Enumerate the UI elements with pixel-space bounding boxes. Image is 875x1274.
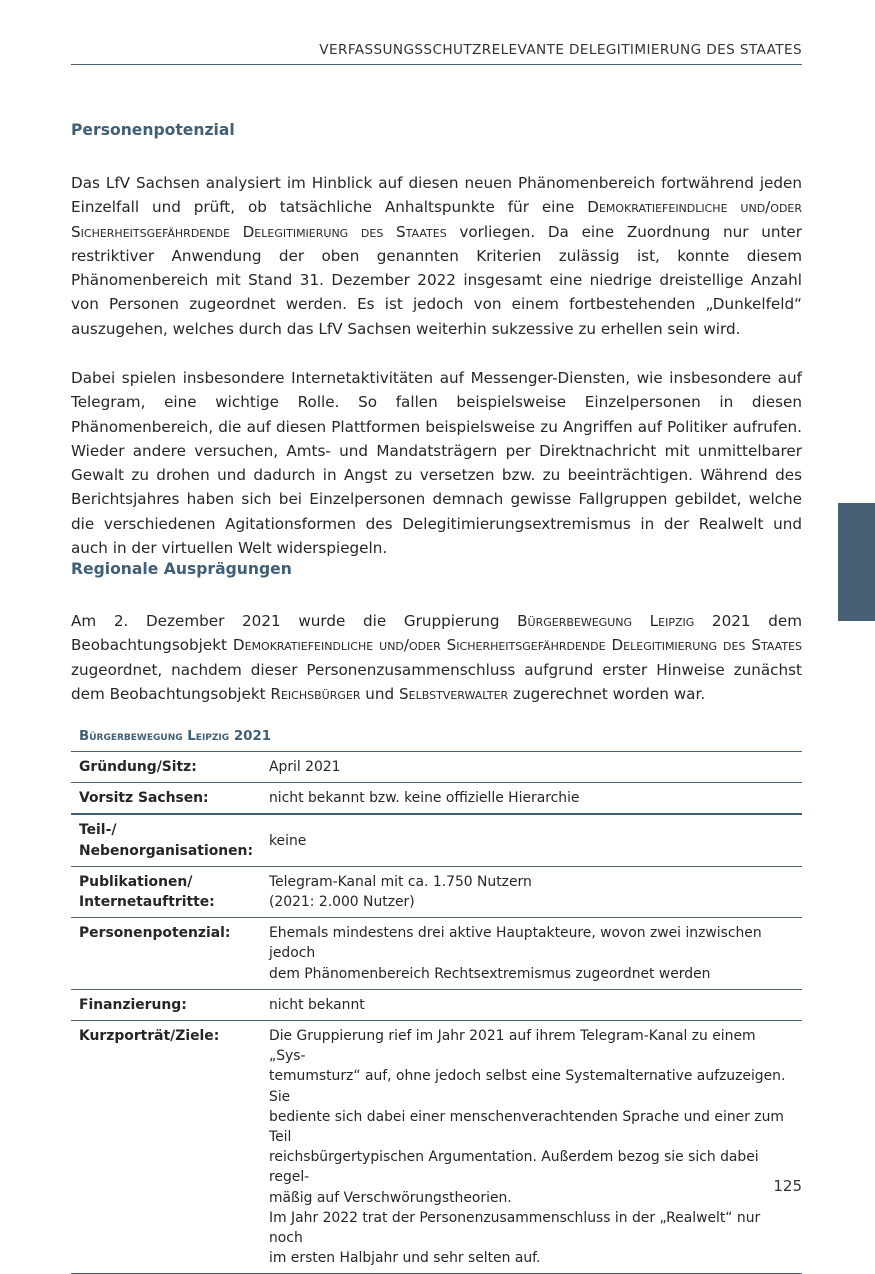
value-line: temumsturz“ auf, ohne jedoch selbst eine Systemalternative aufzuzeigen. Sie: [269, 1068, 786, 1105]
row-label: Vorsitz Sachsen:: [71, 783, 261, 815]
paragraph-personenpotenzial-1: [71, 171, 802, 341]
value-line: bediente sich dabei einer menschenverachtenden Sprache und einer zum Teil: [269, 1108, 784, 1146]
text-run: vorliegen. Da eine Zuordnung nur unter restriktiver Anwendung der oben genannten Kriterien zulässig ist, konnte diesem Phänomenbereich mit Stand 31. Dezember 2022 insgesamt eine niedrige dreistellige Anzahl von Personen zugeordnet werden. Es ist jedoch von einem fortbestehenden „Dunkelfeld“ auszugehen, welches durch das LfV Sachsen weiterhin sukzessive zu erhellen sein wird.: [71, 222, 802, 338]
table-row: [71, 918, 802, 990]
value-line: Die Gruppierung rief im Jahr 2021 auf ihrem Telegram-Kanal zu einem „Sys-: [269, 1028, 756, 1065]
page-number: 125: [773, 1177, 802, 1195]
row-label: Personenpotenzial:: [71, 918, 261, 990]
value-line: Ehemals mindestens drei aktive Hauptakteure, wovon zwei inzwischen jedoch: [269, 925, 762, 962]
label-line: Nebenorganisationen:: [79, 842, 253, 859]
text-run: dem Beobachtungsobjekt: [71, 612, 802, 655]
value-line: April 2021: [269, 759, 341, 775]
value-line: nicht bekannt: [269, 996, 365, 1013]
paragraph-regionale-auspraegungen: [71, 609, 802, 706]
row-value: [261, 1021, 802, 1274]
object-name: Selbstverwalter: [399, 684, 509, 703]
text-run: zugeordnet, nachdem dieser Personenzusammenschluss aufgrund erster Hinweise zunächst dem Beobachtungsobjekt: [71, 660, 802, 703]
table-row: [71, 752, 802, 783]
row-value: [261, 918, 802, 990]
text-run: zugerechnet worden war.: [508, 684, 706, 703]
row-label: [71, 866, 261, 917]
info-table: [71, 751, 802, 1274]
table-row: [71, 1021, 802, 1274]
info-table-title: Bürgerbewegung Leipzig 2021: [79, 729, 272, 744]
table-row: [71, 866, 802, 917]
value-line: Im Jahr 2022 trat der Personenzusammenschluss in der „Realwelt“ nur noch: [269, 1209, 761, 1247]
value-line: keine: [269, 832, 307, 849]
row-label: Kurzporträt/Ziele:: [71, 1021, 261, 1274]
table-row: [71, 989, 802, 1020]
section-heading-regionale-auspraegungen: Regionale Ausprägungen: [71, 560, 292, 578]
value-line: nicht bekannt bzw. keine offizielle Hierarchie: [269, 790, 580, 807]
row-value: [261, 783, 802, 815]
value-line: (2021: 2.000 Nutzer): [269, 894, 415, 911]
row-label: [71, 814, 261, 866]
row-value: [261, 814, 802, 866]
value-line: mäßig auf Verschwörungstheorien.: [269, 1189, 512, 1206]
value-line: Telegram-Kanal mit ca. 1.750 Nutzern: [269, 873, 532, 890]
label-line: Publikationen/: [79, 873, 193, 890]
running-header: VERFASSUNGSSCHUTZRELEVANTE DELEGITIMIERUNG DES STAATES: [71, 42, 802, 65]
label-line: Internetauftritte:: [79, 894, 215, 911]
value-line: reichsbürgertypischen Argumentation. Außerdem bezog sie sich dabei regel-: [269, 1149, 759, 1186]
row-label: Finanzierung:: [71, 989, 261, 1020]
value-line: dem Phänomenbereich Rechtsextremismus zugeordnet werden: [269, 965, 711, 982]
row-label: Gründung/Sitz:: [71, 752, 261, 783]
label-line: Teil-/: [79, 822, 117, 839]
section-heading-personenpotenzial: Personenpotenzial: [71, 121, 235, 139]
object-name: Reichsbürger: [270, 684, 361, 703]
table-row: [71, 814, 802, 866]
paragraph-personenpotenzial-2: Dabei spielen insbesondere Internetaktivitäten auf Messenger-Diensten, wie insbesondere auf Telegram, eine wichtige Rolle. So fallen beispielsweise Einzelpersonen in diesen Phänomenbereich, die auf diesen Plattformen beispielsweise zu Angriffen auf Politiker aufrufen. Wieder andere versuchen, Amts- und Mandatsträgern per Direktnachricht mit unmittelbarer Gewalt zu drohen und dadurch in Angst zu versetzen bzw. zu beeinträchtigen. Während des Berichtsjahres haben sich bei Einzelpersonen demnach gewisse Fallgruppen gebildet, welche die verschiedenen Agitationsformen des Delegitimierungsextremismus in der Realwelt und auch in der virtuellen Welt widerspiegeln.: [71, 369, 802, 558]
group-name: Bürgerbewegung Leipzig 2021: [517, 612, 751, 630]
chapter-side-tab: [838, 503, 875, 621]
row-value: [261, 752, 802, 783]
text-run: und: [360, 684, 400, 703]
text-run: Das LfV Sachsen analysiert im Hinblick auf diesen neuen Phänomenbereich fortwährend jeden Einzelfall und prüft, ob tatsächliche Anhaltspunkte für eine: [71, 174, 802, 217]
value-line: im ersten Halbjahr und sehr selten auf.: [269, 1250, 541, 1267]
row-value: [261, 866, 802, 917]
text-run: Am 2. Dezember 2021 wurde die Gruppierung: [71, 612, 518, 630]
object-name: Demokratiefeindliche und/oder Sicherheitsgefährdende Delegitimierung des Staates: [232, 636, 803, 655]
row-value: [261, 989, 802, 1020]
table-row: [71, 783, 802, 815]
object-name: Demokratiefeindliche und/oder Sicherheitsgefährdende Delegitimierung des Staates: [71, 198, 803, 241]
